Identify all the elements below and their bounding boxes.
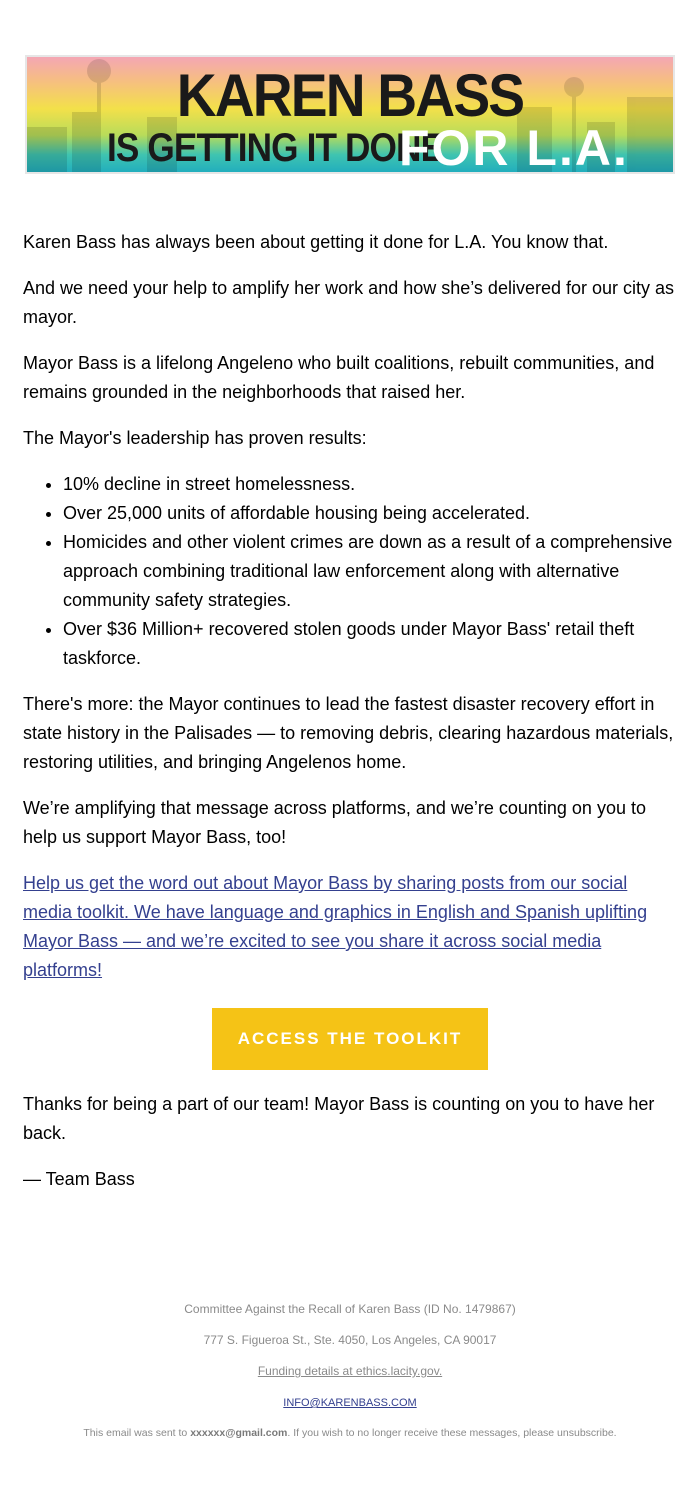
closing-section	[23, 1090, 678, 1211]
contact-email-link[interactable]: INFO@KARENBASS.COM	[283, 1397, 417, 1409]
signoff: — Team Bass	[23, 1169, 135, 1189]
button-row	[0, 1008, 700, 1070]
list-item: • Homicides and other violent crimes are down as a result of a comprehensive approach combining traditional law enforcement along with alternative community safety strategies.	[63, 528, 678, 615]
results-list	[23, 470, 678, 673]
paragraph-amplify: We’re amplifying that message across platforms, and we’re counting on you to help us support Mayor Bass, too!	[23, 798, 646, 847]
paragraph-results-intro: The Mayor's leadership has proven results:	[23, 428, 367, 448]
list-item: • Over $36 Million+ recovered stolen goods under Mayor Bass' retail theft taskforce.	[63, 615, 678, 673]
sent-suffix: . If you wish to no longer receive these messages, please unsubscribe.	[287, 1427, 617, 1439]
paragraph-help: And we need your help to amplify her work and how she’s delivered for our city as mayor.	[23, 278, 675, 327]
committee-name: Committee Against the Recall of Karen Bass (ID No. 1479867)	[184, 1302, 516, 1316]
header-banner	[25, 55, 675, 174]
toolkit-link[interactable]: Help us get the word out about Mayor Bass by sharing posts from our social media toolkit. We have language and graphics in English and Spanish uplifting Mayor Bass — and we’re excited to see you share it across social media platforms!	[23, 873, 648, 980]
banner-for-la: FOR L.A.	[399, 120, 629, 174]
banner-title: KAREN BASS	[176, 62, 524, 129]
paragraph-more: There's more: the Mayor continues to lead the fastest disaster recovery effort in state history in the Palisades — to removing debris, clearing hazardous materials, restoring utilities, and bringing Angelenos home.	[23, 694, 674, 772]
access-toolkit-button[interactable]: ACCESS THE TOOLKIT	[212, 1008, 488, 1070]
list-item: • 10% decline in street homelessness.	[63, 470, 678, 499]
list-item: • Over 25,000 units of affordable housing being accelerated.	[63, 499, 678, 528]
paragraph-thanks: Thanks for being a part of our team! Mayor Bass is counting on you to have her back.	[23, 1094, 655, 1143]
unsubscribe-notice	[0, 1424, 700, 1455]
mailing-address: 777 S. Figueroa St., Ste. 4050, Los Angeles, CA 90017	[203, 1333, 497, 1347]
paragraph-intro: Karen Bass has always been about getting it done for L.A. You know that.	[23, 232, 609, 252]
footer	[0, 1300, 700, 1455]
banner-subtitle: IS GETTING IT DONE	[107, 126, 444, 170]
funding-link[interactable]: Funding details at ethics.lacity.gov.	[257, 1364, 443, 1378]
sent-prefix: This email was sent to	[83, 1427, 191, 1439]
paragraph-background: Mayor Bass is a lifelong Angeleno who built coalitions, rebuilt communities, and remains grounded in the neighborhoods that raised her.	[23, 353, 655, 402]
recipient-email: xxxxxx@gmail.com	[190, 1427, 288, 1439]
email-body	[23, 228, 678, 1002]
